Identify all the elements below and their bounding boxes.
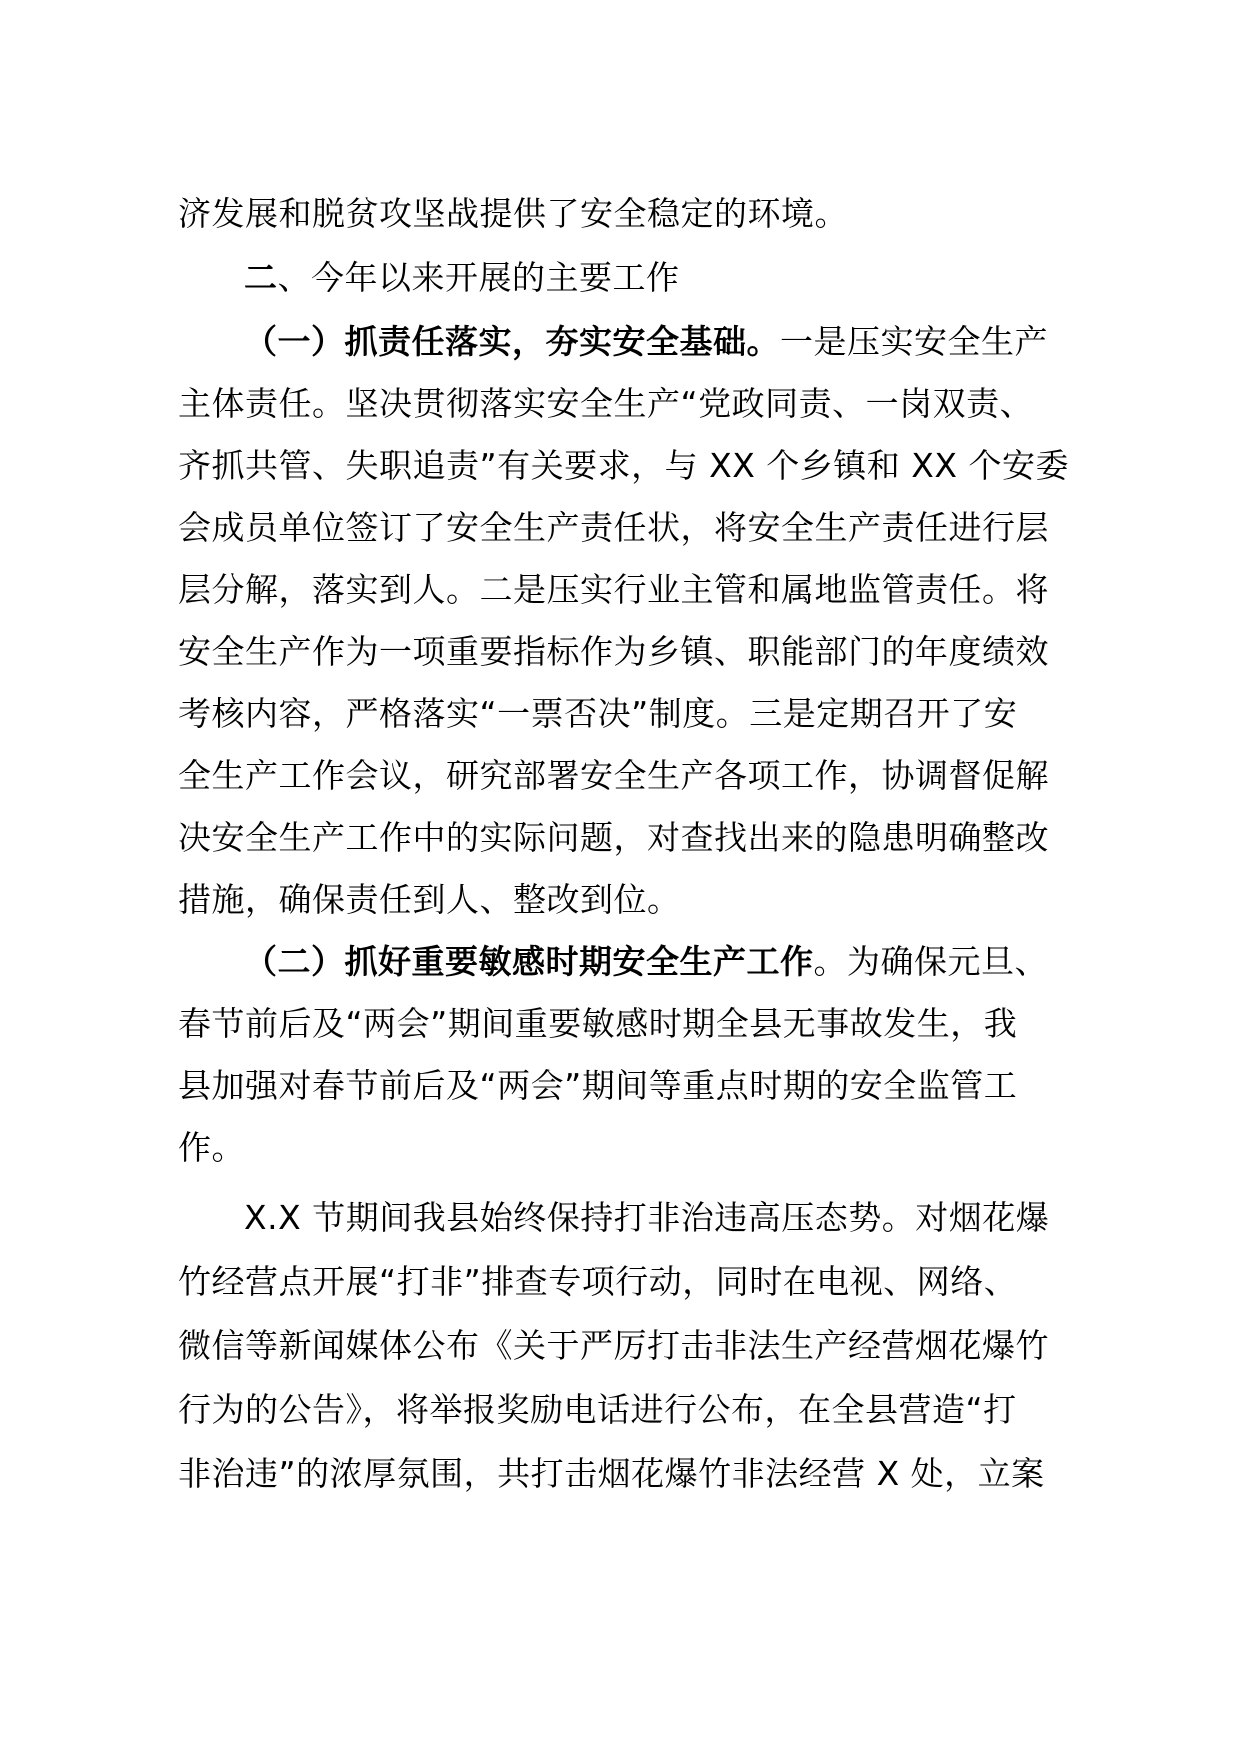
text-line [178,1250,1068,1314]
subsection-heading-line [244,310,1068,374]
text-line [178,1378,1068,1442]
text-line [178,372,1068,436]
text-line [178,868,1068,932]
section-heading [244,246,1068,310]
line-text: 会成员单位签订了安全生产责任状，将安全生产责任进行层 [178,508,1049,547]
subsection-heading-line [244,930,1068,994]
text-line [178,682,1068,746]
text-line [178,1442,1068,1506]
line-text: 。为确保元旦、 [813,942,1048,981]
line-text: 决安全生产工作中的实际问题，对查找出来的隐患明确整改 [178,818,1049,857]
line-text: 层分解，落实到人。二是压实行业主管和属地监管责任。将 [178,570,1049,609]
line-text: 竹经营点开展“打非”排查专项行动，同时在电视、网络、 [178,1262,1018,1301]
text-line [178,558,1068,622]
line-text: 安全生产作为一项重要指标作为乡镇、职能部门的年度绩效 [178,632,1049,671]
text-line [178,806,1068,870]
line-text: 齐抓共管、失职追责”有关要求，与 XX 个乡镇和 XX 个安委 [178,446,1069,485]
heading-text: 、今年以来开展的主要工作 [277,258,680,297]
paragraph-first-line [244,1186,1068,1250]
line-text: 全生产工作会议，研究部署安全生产各项工作，协调督促解 [178,756,1049,795]
text-line [178,434,1068,498]
text-line [178,620,1068,684]
line-text: 作。 [178,1128,245,1167]
text-line [178,1116,1068,1180]
text-line [178,182,1068,246]
line-text: 济发展和脱贫攻坚战提供了安全稳定的环境。 [178,194,848,233]
line-text: 主体责任。坚决贯彻落实安全生产“党政同责、一岗双责、 [178,384,1034,423]
text-line [178,1054,1068,1118]
text-line [178,744,1068,808]
line-text: 考核内容，严格落实“一票否决”制度。三是定期召开了安 [178,694,1018,733]
line-text: 一是压实安全生产 [780,322,1048,361]
heading-number: 二 [244,258,278,297]
line-text: 县加强对春节前后及“两会”期间等重点时期的安全监管工 [178,1066,1018,1105]
subsection-heading: （一）抓责任落实，夯实安全基础。 [244,322,780,361]
text-line [178,992,1068,1056]
line-text: 微信等新闻媒体公布《关于严厉打击非法生产经营烟花爆竹 [178,1326,1049,1365]
line-text: 春节前后及“两会”期间重要敏感时期全县无事故发生，我 [178,1004,1018,1043]
line-text: X.X 节期间我县始终保持打非治违高压态势。对烟花爆 [244,1198,1050,1237]
line-text: 措施，确保责任到人、整改到位。 [178,880,681,919]
line-text: 行为的公告》，将举报奖励电话进行公布，在全县营造“打 [178,1390,1017,1429]
line-text: 非治违”的浓厚氛围，共打击烟花爆竹非法经营 X 处，立案 [178,1454,1045,1493]
text-line [178,496,1068,560]
text-line [178,1314,1068,1378]
subsection-heading: （二）抓好重要敏感时期安全生产工作 [244,942,814,981]
